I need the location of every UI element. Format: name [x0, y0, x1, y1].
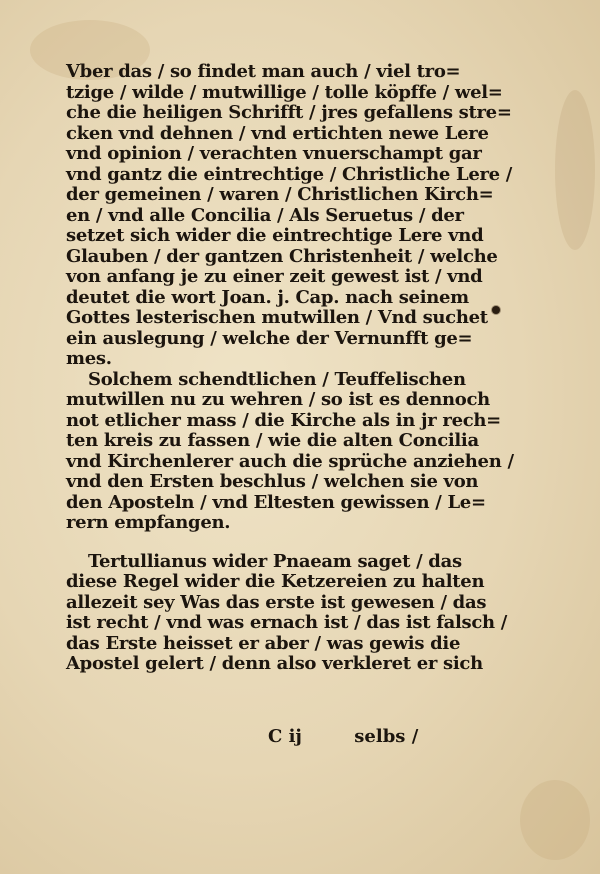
text-line: mutwillen nu zu wehren / so ist es dennoch	[66, 389, 490, 410]
text-line: ten kreis zu fassen / wie die alten Concilia	[66, 430, 479, 451]
text-line: das Erste heisset er aber / was gewis die	[66, 632, 461, 654]
text-line: vnd opinion / verachten vnuerschampt gar	[66, 143, 482, 164]
paper-stain	[520, 780, 590, 860]
text-line: not etlicher mass / die Kirche als in jr rech=	[66, 409, 501, 431]
paragraph-3	[66, 550, 508, 675]
signature-mark: C ij	[268, 726, 302, 747]
text-line: Apostel gelert / denn also verkleret er sich	[66, 653, 483, 674]
text-line: der gemeinen / waren / Christlichen Kirch=	[66, 184, 494, 205]
paper-stain	[555, 90, 595, 250]
paragraph-1	[66, 61, 513, 370]
text-line: den Aposteln / vnd Eltesten gewissen / Le=	[66, 491, 486, 513]
text-line: cken vnd dehnen / vnd ertichten newe Lere	[66, 122, 489, 144]
text-line: vnd den Ersten beschlus / welchen sie von	[66, 471, 479, 492]
text-line: diese Regel wider die Ketzereien zu halten	[66, 571, 485, 592]
text-line: mes.	[66, 348, 112, 369]
text-line: tzige / wilde / mutwillige / tolle köpffe / wel=	[66, 81, 503, 103]
text-line: ist recht / vnd was ernach ist / das ist falsch /	[66, 612, 508, 633]
text-line: vnd gantz die eintrechtige / Christliche Lere /	[66, 163, 513, 185]
paragraph-2	[66, 368, 514, 534]
text-line: en / vnd alle Concilia / Als Seruetus / der	[66, 204, 464, 226]
text-line: Vber das / so findet man auch / viel tro=	[66, 61, 461, 82]
text-line: Tertullianus wider Pnaeam saget / das	[88, 550, 462, 572]
text-line: allezeit sey Was das erste ist gewesen / das	[66, 591, 487, 613]
text-line: rern empfangen.	[66, 512, 231, 533]
text-line: von anfang je zu einer zeit gewest ist / vnd	[66, 266, 483, 287]
paragraph-gap	[66, 534, 448, 552]
text-line: Solchem schendtlichen / Teuffelischen	[88, 368, 466, 390]
text-line: ein auslegung / welche der Vernunfft ge=	[66, 327, 473, 349]
text-line: setzet sich wider die eintrechtige Lere vnd	[66, 225, 484, 246]
text-line: Glauben / der gantzen Christenheit / welche	[66, 245, 498, 267]
text-line: che die heiligen Schrifft / jres gefallens stre=	[66, 102, 512, 123]
catchword: selbs /	[354, 726, 419, 747]
ink-dot	[492, 306, 500, 314]
text-line: Gottes lesterischen mutwillen / Vnd suchet	[66, 307, 488, 328]
page-text	[66, 61, 514, 675]
text-line: vnd Kirchenlerer auch die sprüche anziehen /	[66, 450, 514, 472]
text-line: deutet die wort Joan. j. Cap. nach seinem	[66, 286, 469, 308]
page-footer	[268, 726, 448, 747]
